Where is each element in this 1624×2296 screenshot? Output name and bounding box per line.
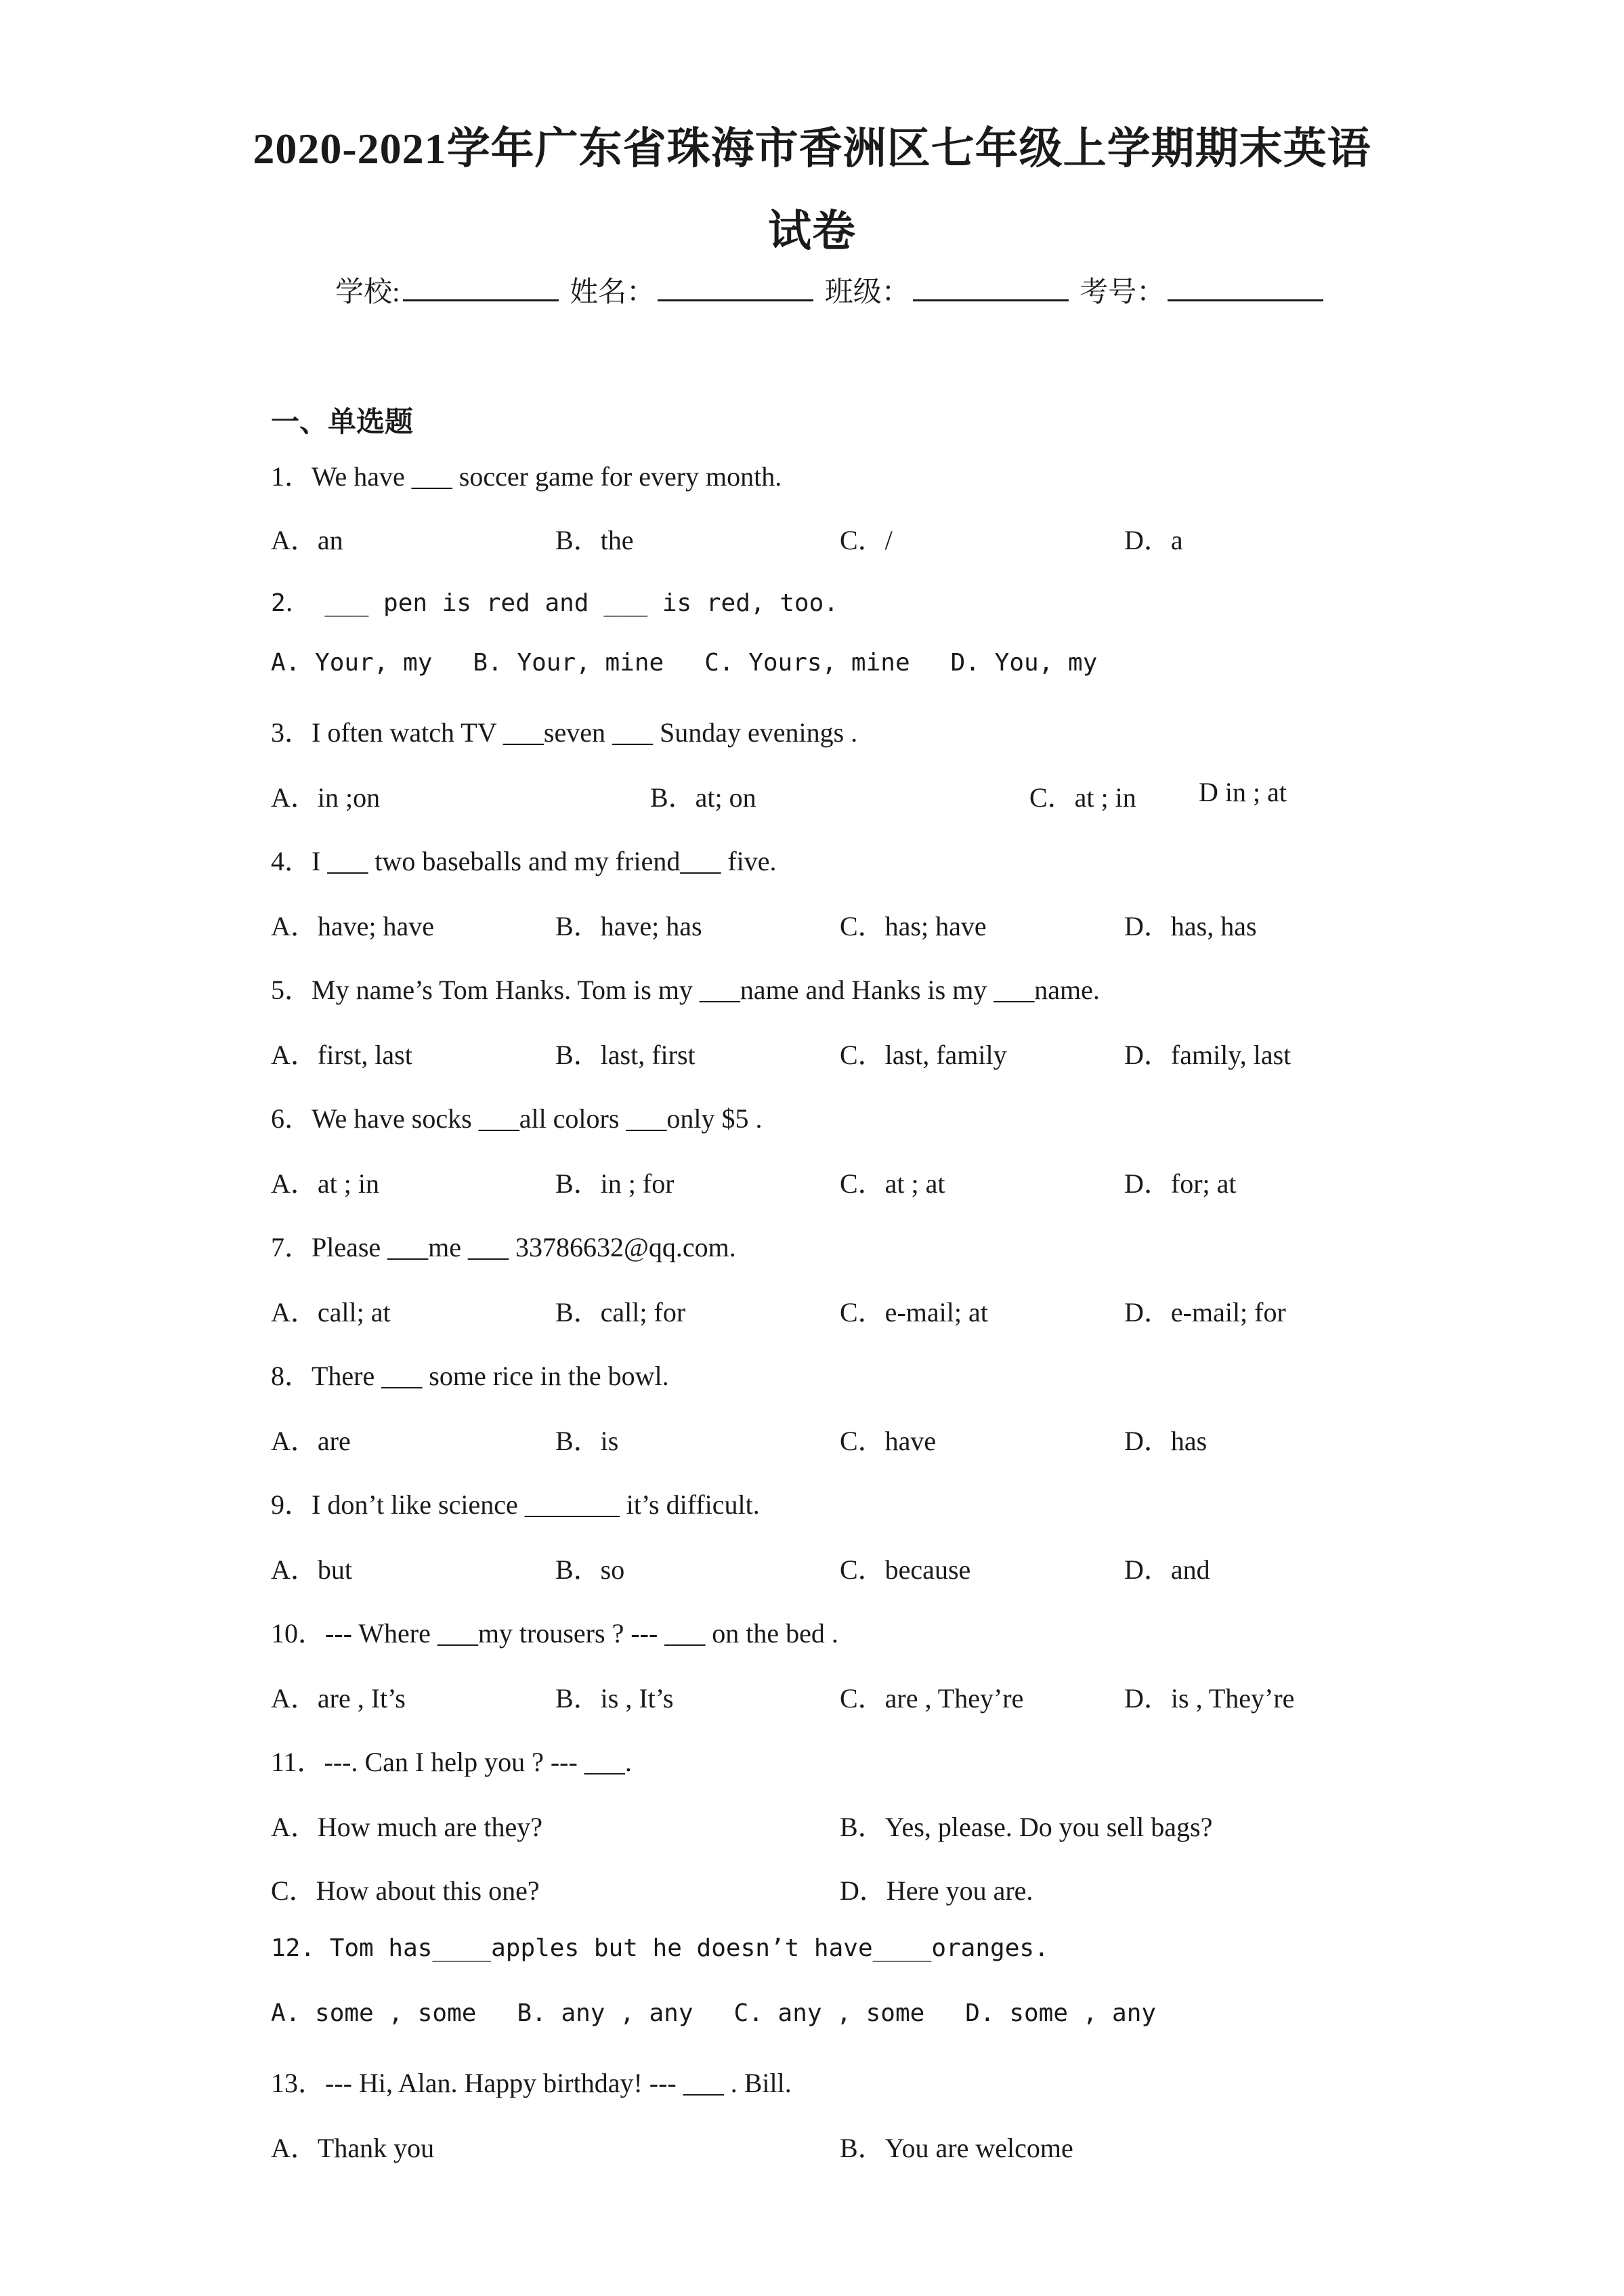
option-d[interactable]: D. some , any (965, 1999, 1157, 2027)
option-c[interactable]: C．e-mail; at (840, 1297, 988, 1327)
option-b[interactable]: B．You are welcome (840, 2133, 1073, 2163)
school-label: 学校: (335, 277, 400, 308)
option-c[interactable]: C．How about this one? (271, 1875, 540, 1906)
question-12: 12. Tom has____apples but he doesn’t have____oranges. (271, 1934, 1049, 1962)
option-c[interactable]: C．are , They’re (840, 1683, 1024, 1714)
option-b[interactable]: B．have; has (555, 911, 702, 941)
option-c[interactable]: C．because (840, 1554, 971, 1585)
question-1: 1．We have ___ soccer game for every month. (271, 461, 782, 492)
option-a[interactable]: A．Thank you (271, 2133, 435, 2163)
option-c[interactable]: C．at ; in (1029, 782, 1136, 813)
option-a[interactable]: A. Your, my (271, 649, 433, 677)
option-b[interactable]: B．last, first (555, 1040, 696, 1070)
option-a[interactable]: A．but (271, 1554, 352, 1585)
question-9: 9．I don’t like science _______ it’s difficult. (271, 1489, 760, 1520)
option-c[interactable]: C. any , some (733, 1999, 925, 2027)
school-blank[interactable] (403, 276, 559, 301)
option-c[interactable]: C．/ (840, 525, 893, 555)
class-label: 班级： (824, 277, 910, 308)
student-info-line (335, 270, 1327, 310)
option-d[interactable]: D．has (1124, 1426, 1208, 1456)
class-blank[interactable] (913, 276, 1069, 301)
option-a[interactable]: A．call; at (271, 1297, 391, 1327)
id-blank[interactable] (1168, 276, 1323, 301)
question-2-options (271, 649, 1138, 677)
question-8: 8．There ___ some rice in the bowl. (271, 1361, 669, 1391)
option-b[interactable]: B．the (555, 525, 634, 555)
option-a[interactable]: A．have; have (271, 911, 435, 941)
question-7: 7．Please ___me ___ 33786632@qq.com. (271, 1232, 736, 1262)
option-c[interactable]: C．at ; at (840, 1168, 945, 1199)
option-a[interactable]: A．How much are they? (271, 1812, 542, 1842)
option-a[interactable]: A．first, last (271, 1040, 412, 1070)
option-d[interactable]: D．family, last (1124, 1040, 1291, 1070)
question-13: 13．--- Hi, Alan. Happy birthday! --- ___ . Bill. (271, 2068, 792, 2098)
question-2: 2． ___ pen is red and ___ is red, too. (271, 589, 838, 617)
id-label: 考号： (1080, 277, 1166, 308)
option-b[interactable]: B．so (555, 1554, 625, 1585)
option-a[interactable]: A. some , some (271, 1999, 477, 2027)
option-a[interactable]: A．an (271, 525, 343, 555)
option-d[interactable]: D．and (1124, 1554, 1210, 1585)
option-a[interactable]: A．at ; in (271, 1168, 379, 1199)
name-blank[interactable] (658, 276, 813, 301)
exam-title-line1: 2020-2021学年广东省珠海市香洲区七年级上学期期末英语 (253, 125, 1371, 173)
option-b[interactable]: B. Your, mine (473, 649, 664, 677)
option-b[interactable]: B．call; for (555, 1297, 686, 1327)
question-6: 6．We have socks ___all colors ___only $5 . (271, 1103, 763, 1134)
exam-title-line2: 试卷 (768, 207, 856, 255)
option-a[interactable]: A．are , It’s (271, 1683, 406, 1714)
question-12-options (271, 1999, 1197, 2027)
option-b[interactable]: B．at; on (650, 782, 756, 813)
section-title: 一、单选题 (271, 407, 414, 438)
option-d[interactable]: D. You, my (950, 649, 1098, 677)
question-10: 10．--- Where ___my trousers ? --- ___ on the bed . (271, 1618, 838, 1649)
name-label: 姓名： (570, 277, 656, 308)
option-d[interactable]: D in ; at (1199, 777, 1287, 807)
option-d[interactable]: D．is , They’re (1124, 1683, 1295, 1714)
question-4: 4．I ___ two baseballs and my friend___ five. (271, 846, 777, 876)
question-5: 5．My name’s Tom Hanks. Tom is my ___name and Hanks is my ___name. (271, 975, 1100, 1005)
question-11: 11．---. Can I help you ? --- ___. (271, 1747, 632, 1777)
option-a[interactable]: A．in ;on (271, 782, 381, 813)
option-b[interactable]: B．is , It’s (555, 1683, 674, 1714)
option-c[interactable]: C．has; have (840, 911, 987, 941)
option-d[interactable]: D．e-mail; for (1124, 1297, 1286, 1327)
option-b[interactable]: B．in ; for (555, 1168, 675, 1199)
option-c[interactable]: C. Yours, mine (704, 649, 910, 677)
option-d[interactable]: D．a (1124, 525, 1183, 555)
question-3: 3．I often watch TV ___seven ___ Sunday evenings . (271, 717, 858, 748)
option-b[interactable]: B. any , any (517, 1999, 693, 2027)
option-b[interactable]: B．Yes, please. Do you sell bags? (840, 1812, 1213, 1842)
option-d[interactable]: D．has, has (1124, 911, 1257, 941)
option-b[interactable]: B．is (555, 1426, 619, 1456)
option-a[interactable]: A．are (271, 1426, 351, 1456)
option-c[interactable]: C．last, family (840, 1040, 1007, 1070)
option-d[interactable]: D．Here you are. (840, 1875, 1033, 1906)
option-c[interactable]: C．have (840, 1426, 937, 1456)
option-d[interactable]: D．for; at (1124, 1168, 1237, 1199)
